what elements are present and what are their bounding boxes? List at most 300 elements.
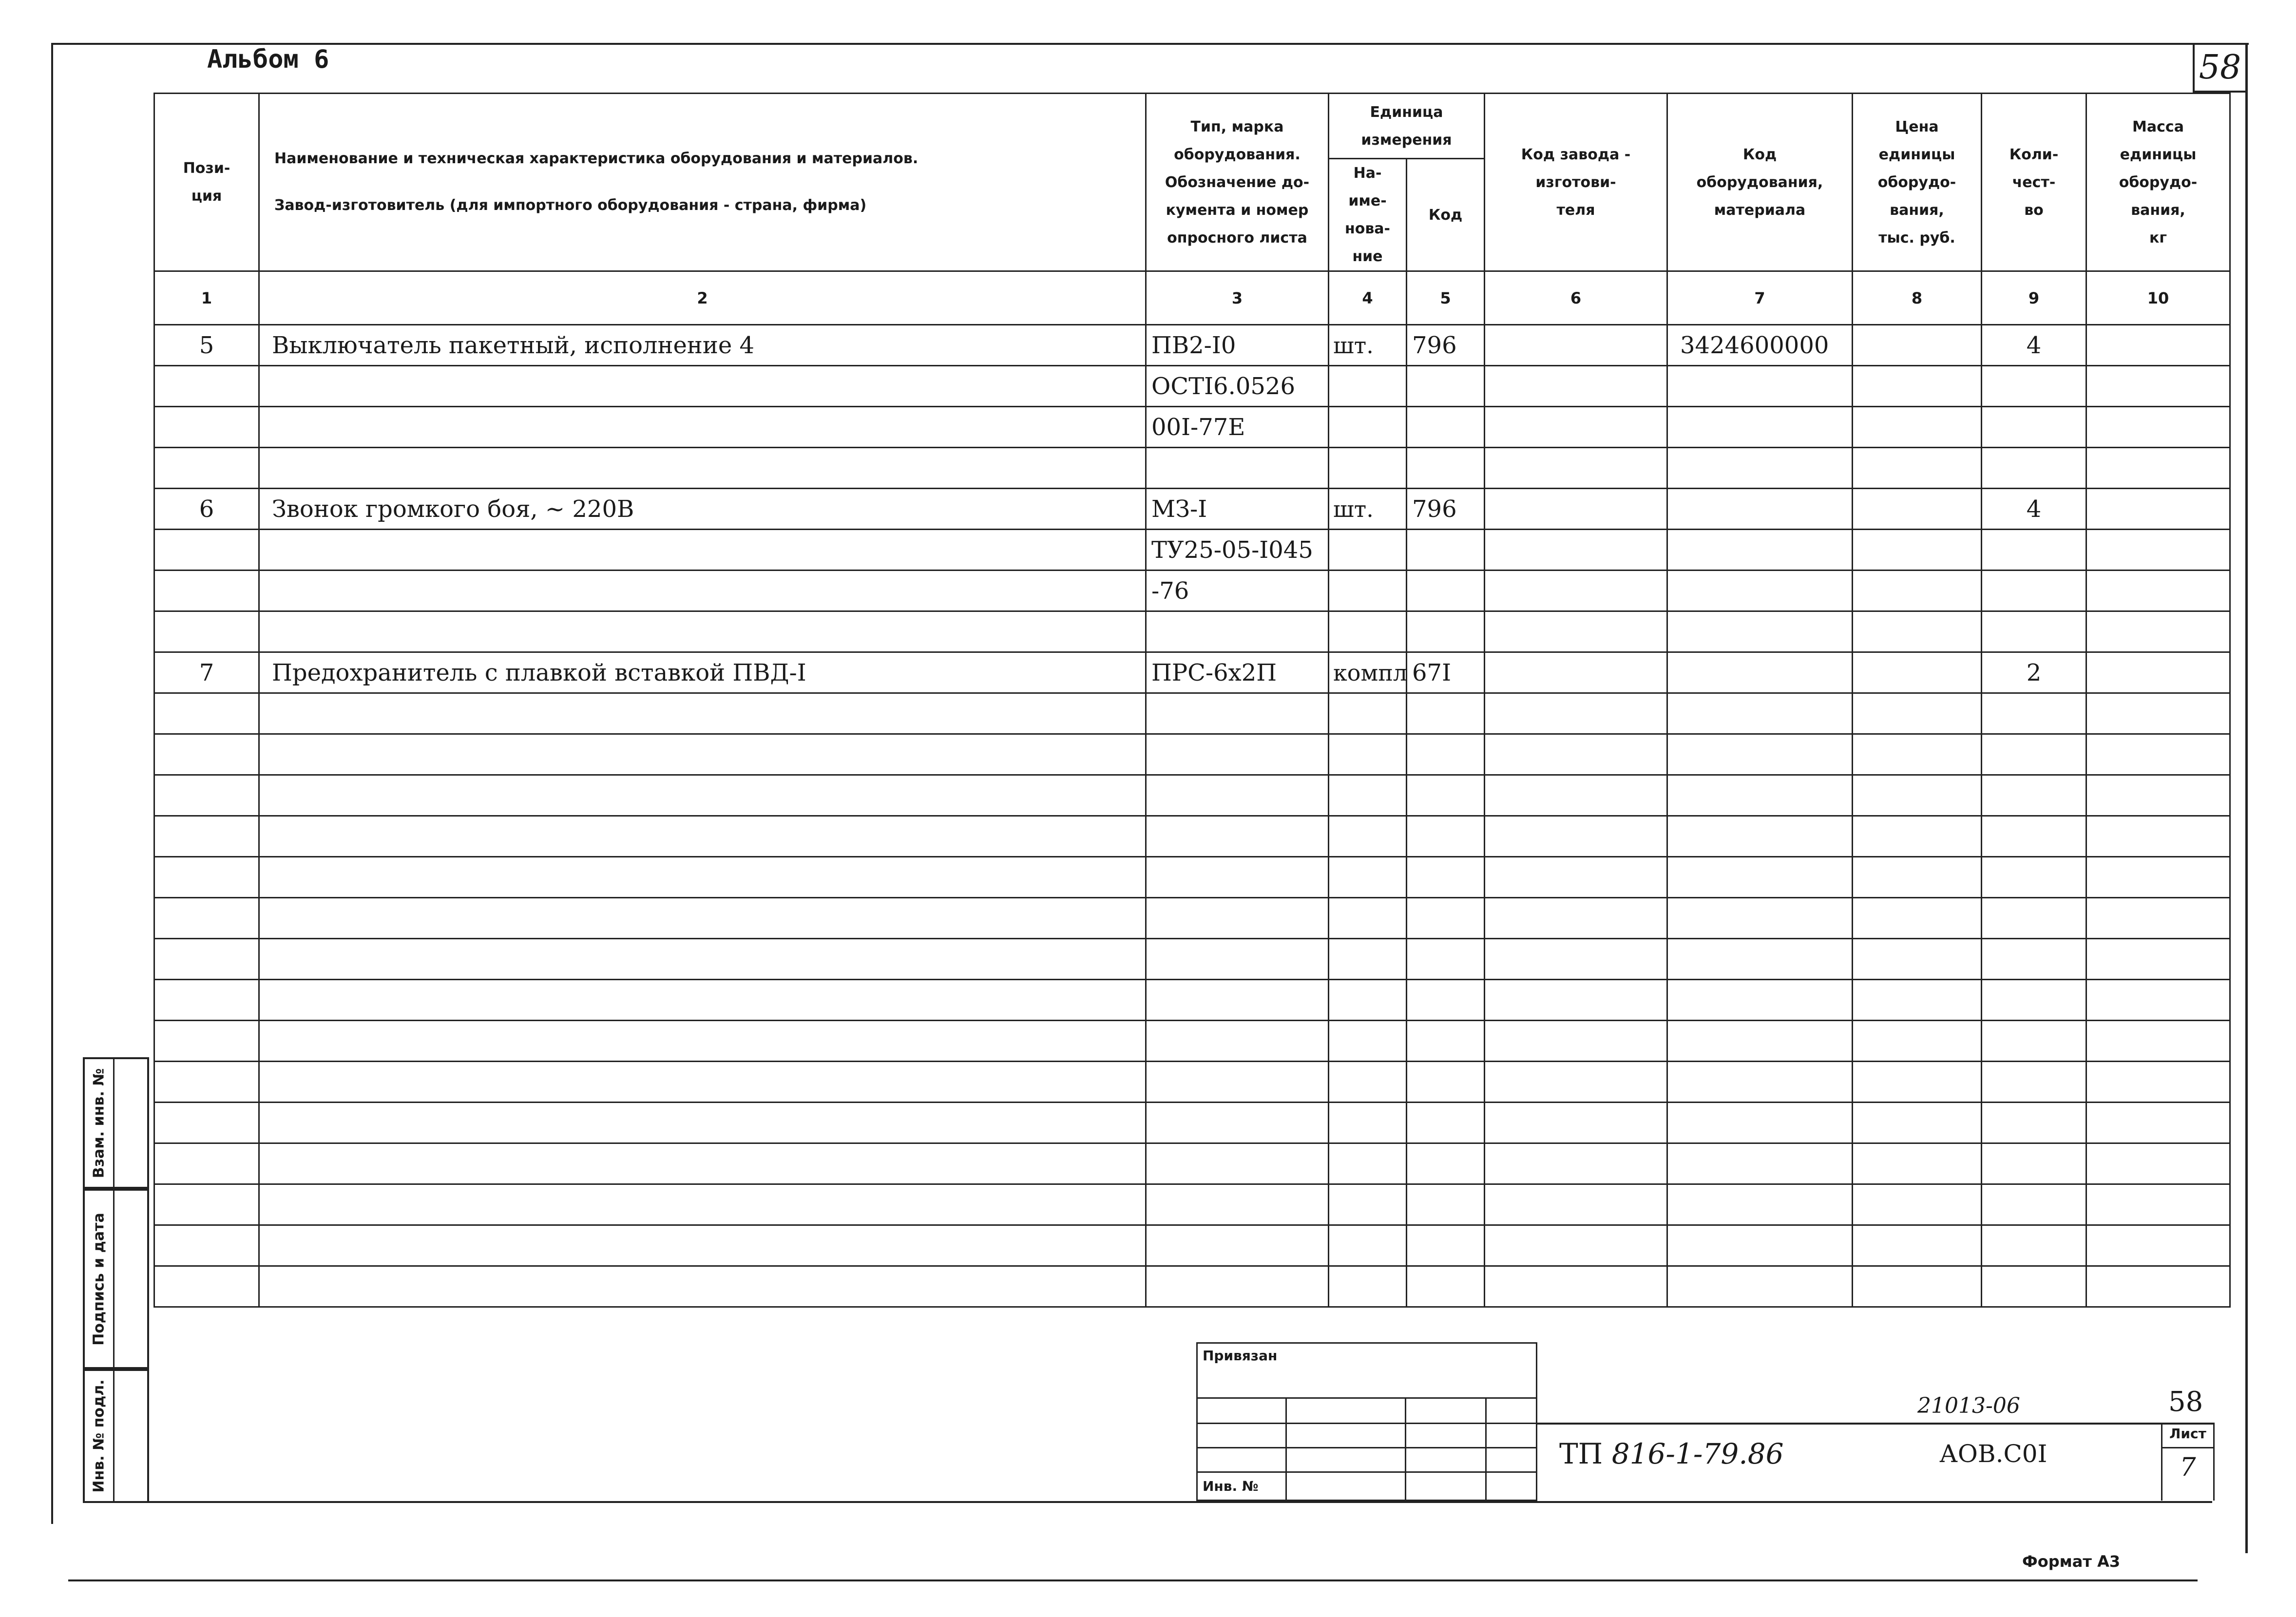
empty-cell — [1667, 939, 1853, 980]
empty-cell — [2086, 1184, 2230, 1225]
empty-cell — [1329, 1021, 1407, 1062]
empty-cell — [1407, 816, 1485, 857]
empty-cell — [1485, 1143, 1667, 1184]
linked-label: Привязан — [1203, 1348, 1278, 1364]
empty-cell — [1329, 1143, 1407, 1184]
empty-cell — [2086, 1103, 2230, 1143]
empty-cell — [2086, 1266, 2230, 1307]
header-equipment-code: Код оборудования, материала — [1667, 94, 1853, 271]
empty-cell — [259, 1184, 1146, 1225]
cell-unit-name: шт. — [1329, 325, 1407, 366]
empty-cell — [1146, 1103, 1329, 1143]
empty-cell — [1407, 693, 1485, 734]
empty-cell — [1407, 1021, 1485, 1062]
empty-cell — [1329, 939, 1407, 980]
empty-cell — [1329, 1103, 1407, 1143]
header-name-line1: Наименование и техническая характеристика оборудования и материалов. — [274, 150, 918, 167]
empty-cell — [154, 693, 259, 734]
empty-cell — [1407, 1225, 1485, 1266]
cell-price — [1853, 325, 1982, 366]
empty-cell — [2086, 857, 2230, 898]
empty-cell — [1982, 1062, 2086, 1103]
cell-mass — [2086, 325, 2230, 366]
header-position: Пози- ция — [154, 94, 259, 271]
empty-cell — [1407, 1143, 1485, 1184]
title-block-divider — [1537, 1423, 2215, 1425]
empty-cell — [1485, 1266, 1667, 1307]
empty-cell — [1146, 980, 1329, 1021]
empty-cell — [259, 1103, 1146, 1143]
empty-cell — [1667, 1143, 1853, 1184]
cell-unit-code: 796 — [1407, 325, 1485, 366]
empty-cell — [1146, 1225, 1329, 1266]
empty-cell — [259, 898, 1146, 939]
cell-equipment-code — [1667, 448, 1853, 489]
empty-cell — [259, 693, 1146, 734]
header-mass: Масса единицы оборудо- вания, кг — [2086, 94, 2230, 271]
empty-cell — [1853, 1184, 1982, 1225]
table-row — [154, 571, 2230, 611]
cell-unit-code — [1407, 530, 1485, 571]
empty-cell — [1407, 898, 1485, 939]
header-name — [259, 94, 1146, 271]
empty-table-row — [154, 980, 2230, 1021]
cell-unit-code — [1407, 448, 1485, 489]
empty-cell — [1146, 816, 1329, 857]
empty-cell — [1329, 1184, 1407, 1225]
empty-cell — [1853, 734, 1982, 775]
empty-cell — [1407, 980, 1485, 1021]
empty-cell — [1329, 734, 1407, 775]
column-number: 3 — [1146, 271, 1329, 325]
empty-cell — [2086, 939, 2230, 980]
stamp-signature-date — [83, 1189, 149, 1369]
document-code: АОВ.С0I — [1939, 1440, 2047, 1468]
empty-cell — [1853, 1225, 1982, 1266]
cell-price — [1853, 407, 1982, 448]
empty-cell — [2086, 898, 2230, 939]
empty-table-row — [154, 1062, 2230, 1103]
cell-price — [1853, 530, 1982, 571]
empty-cell — [1146, 1021, 1329, 1062]
empty-table-row — [154, 1021, 2230, 1062]
empty-table-row — [154, 1184, 2230, 1225]
cell-name: Звонок громкого боя, ~ 220В — [259, 489, 1146, 530]
empty-table-row — [154, 898, 2230, 939]
empty-cell — [154, 980, 259, 1021]
empty-cell — [1485, 816, 1667, 857]
bottom-rule — [68, 1579, 2198, 1581]
cell-equipment-code — [1667, 611, 1853, 652]
empty-cell — [1485, 980, 1667, 1021]
cell-quantity — [1982, 530, 2086, 571]
empty-cell — [1485, 775, 1667, 816]
empty-cell — [1667, 1225, 1853, 1266]
cell-type: ПВ2-I0 — [1146, 325, 1329, 366]
empty-cell — [1329, 1266, 1407, 1307]
empty-cell — [1485, 1225, 1667, 1266]
cell-name: Выключатель пакетный, исполнение 4 — [259, 325, 1146, 366]
cell-unit-code — [1407, 366, 1485, 407]
empty-cell — [1146, 1184, 1329, 1225]
header-unit-code: Код — [1407, 159, 1485, 271]
format-label: Формат А3 — [2022, 1552, 2121, 1571]
empty-cell — [1982, 1184, 2086, 1225]
empty-cell — [2086, 1143, 2230, 1184]
empty-cell — [259, 1266, 1146, 1307]
empty-cell — [1667, 980, 1853, 1021]
cell-position — [154, 366, 259, 407]
empty-cell — [1982, 734, 2086, 775]
cell-position — [154, 571, 259, 611]
sheet-label: Лист — [2169, 1426, 2206, 1442]
empty-cell — [1853, 1266, 1982, 1307]
empty-cell — [1329, 1062, 1407, 1103]
header-unit-group: Единица измерения — [1329, 94, 1485, 159]
empty-cell — [2086, 775, 2230, 816]
column-number: 7 — [1667, 271, 1853, 325]
empty-cell — [1407, 775, 1485, 816]
empty-cell — [2086, 1021, 2230, 1062]
empty-cell — [1853, 1143, 1982, 1184]
header-price: Цена единицы оборудо- вания, тыс. руб. — [1853, 94, 1982, 271]
empty-cell — [1667, 734, 1853, 775]
empty-cell — [1853, 857, 1982, 898]
empty-cell — [1146, 693, 1329, 734]
empty-cell — [2086, 1225, 2230, 1266]
empty-table-row — [154, 1143, 2230, 1184]
cell-unit-name — [1329, 611, 1407, 652]
empty-cell — [154, 1021, 259, 1062]
cell-type: -76 — [1146, 571, 1329, 611]
cell-unit-name: шт. — [1329, 489, 1407, 530]
cell-equipment-code — [1667, 530, 1853, 571]
cell-quantity: 4 — [1982, 489, 2086, 530]
empty-cell — [1485, 857, 1667, 898]
empty-cell — [1407, 857, 1485, 898]
empty-table-row — [154, 939, 2230, 980]
cell-maker-code — [1485, 366, 1667, 407]
empty-cell — [1407, 939, 1485, 980]
header-unit-name: На- име- нова- ние — [1329, 159, 1407, 271]
cell-unit-name: компл — [1329, 652, 1407, 693]
empty-cell — [1329, 1225, 1407, 1266]
header-name-line2: Завод-изготовитель (для импортного оборудования - страна, фирма) — [274, 197, 867, 214]
empty-cell — [1146, 1143, 1329, 1184]
cell-unit-code: 796 — [1407, 489, 1485, 530]
cell-maker-code — [1485, 530, 1667, 571]
column-number: 1 — [154, 271, 259, 325]
empty-cell — [2086, 734, 2230, 775]
empty-cell — [1485, 1062, 1667, 1103]
cell-price — [1853, 571, 1982, 611]
inv-label: Инв. № — [1203, 1478, 1259, 1494]
empty-cell — [1407, 1184, 1485, 1225]
empty-cell — [1667, 1103, 1853, 1143]
empty-cell — [1146, 734, 1329, 775]
cell-equipment-code — [1667, 571, 1853, 611]
empty-cell — [1146, 857, 1329, 898]
cell-type: МЗ-I — [1146, 489, 1329, 530]
empty-cell — [1407, 734, 1485, 775]
empty-cell — [259, 939, 1146, 980]
table-row — [154, 530, 2230, 571]
empty-cell — [1329, 816, 1407, 857]
cell-mass — [2086, 611, 2230, 652]
cell-type: 00I-77Е — [1146, 407, 1329, 448]
cell-unit-code — [1407, 407, 1485, 448]
cell-quantity — [1982, 407, 2086, 448]
empty-cell — [1329, 898, 1407, 939]
empty-cell — [1407, 1062, 1485, 1103]
top-sheet-number: 58 — [2193, 44, 2247, 93]
cell-equipment-code — [1667, 489, 1853, 530]
empty-cell — [154, 734, 259, 775]
cell-maker-code — [1485, 652, 1667, 693]
column-number: 9 — [1982, 271, 2086, 325]
cell-unit-name — [1329, 366, 1407, 407]
column-number: 8 — [1853, 271, 1982, 325]
empty-cell — [1146, 1062, 1329, 1103]
empty-cell — [1146, 775, 1329, 816]
cell-mass — [2086, 530, 2230, 571]
table-row — [154, 407, 2230, 448]
empty-cell — [1853, 775, 1982, 816]
page-frame-right — [2245, 43, 2248, 1553]
cell-quantity — [1982, 571, 2086, 611]
empty-cell — [1853, 816, 1982, 857]
page-number: 58 — [2168, 1386, 2203, 1418]
cell-quantity: 2 — [1982, 652, 2086, 693]
empty-cell — [1485, 734, 1667, 775]
empty-table-row — [154, 1266, 2230, 1307]
cell-type: ОСТI6.0526 — [1146, 366, 1329, 407]
empty-table-row — [154, 857, 2230, 898]
album-label: Альбом 6 — [207, 45, 329, 74]
stamp-original-inv — [83, 1369, 149, 1503]
empty-cell — [1329, 980, 1407, 1021]
empty-cell — [259, 857, 1146, 898]
empty-cell — [1853, 898, 1982, 939]
empty-cell — [1853, 939, 1982, 980]
empty-cell — [154, 857, 259, 898]
table-row — [154, 325, 2230, 366]
empty-cell — [1853, 1062, 1982, 1103]
project-prefix: ТП — [1559, 1437, 1603, 1470]
cell-mass — [2086, 489, 2230, 530]
cell-position — [154, 407, 259, 448]
empty-cell — [1853, 1103, 1982, 1143]
cell-type: ПРС-6х2П — [1146, 652, 1329, 693]
empty-cell — [154, 1062, 259, 1103]
cell-maker-code — [1485, 448, 1667, 489]
empty-cell — [1667, 1184, 1853, 1225]
cell-equipment-code — [1667, 407, 1853, 448]
specification-table — [153, 93, 2231, 1308]
empty-table-row — [154, 775, 2230, 816]
empty-cell — [154, 1184, 259, 1225]
cell-name: Предохранитель с плавкой вставкой ПВД-I — [259, 652, 1146, 693]
empty-cell — [1329, 775, 1407, 816]
cell-position: 5 — [154, 325, 259, 366]
column-number: 6 — [1485, 271, 1667, 325]
cell-unit-name — [1329, 530, 1407, 571]
empty-cell — [1329, 857, 1407, 898]
empty-cell — [1146, 898, 1329, 939]
cell-maker-code — [1485, 489, 1667, 530]
empty-cell — [1667, 816, 1853, 857]
cell-mass — [2086, 571, 2230, 611]
empty-cell — [1146, 1266, 1329, 1307]
empty-cell — [1982, 775, 2086, 816]
empty-cell — [154, 939, 259, 980]
cell-equipment-code — [1667, 366, 1853, 407]
empty-cell — [2086, 693, 2230, 734]
empty-cell — [259, 816, 1146, 857]
empty-cell — [1982, 1103, 2086, 1143]
stamp-replaced-inv — [83, 1057, 149, 1189]
empty-cell — [154, 1103, 259, 1143]
header-quantity: Коли- чест- во — [1982, 94, 2086, 271]
empty-cell — [259, 1021, 1146, 1062]
empty-cell — [1485, 1103, 1667, 1143]
empty-cell — [2086, 1062, 2230, 1103]
empty-cell — [259, 1225, 1146, 1266]
cell-unit-name — [1329, 571, 1407, 611]
empty-cell — [1407, 1266, 1485, 1307]
empty-cell — [1982, 898, 2086, 939]
column-number: 2 — [259, 271, 1146, 325]
empty-cell — [1485, 939, 1667, 980]
project-number: 816-1-79.86 — [1611, 1437, 1784, 1470]
cell-mass — [2086, 366, 2230, 407]
empty-cell — [1982, 816, 2086, 857]
empty-cell — [1982, 1266, 2086, 1307]
empty-cell — [1982, 1021, 2086, 1062]
table-row — [154, 448, 2230, 489]
empty-cell — [1982, 857, 2086, 898]
cell-name — [259, 407, 1146, 448]
table-row — [154, 366, 2230, 407]
cell-maker-code — [1485, 611, 1667, 652]
cell-mass — [2086, 448, 2230, 489]
title-block-linked — [1196, 1342, 1537, 1501]
cell-position: 6 — [154, 489, 259, 530]
empty-cell — [1982, 939, 2086, 980]
empty-cell — [1407, 1103, 1485, 1143]
cell-type: ТУ25-05-I045 — [1146, 530, 1329, 571]
empty-cell — [1667, 693, 1853, 734]
empty-cell — [259, 775, 1146, 816]
cell-unit-name — [1329, 448, 1407, 489]
empty-cell — [259, 1143, 1146, 1184]
cell-price — [1853, 489, 1982, 530]
empty-cell — [154, 898, 259, 939]
empty-table-row — [154, 693, 2230, 734]
empty-cell — [1667, 1062, 1853, 1103]
empty-cell — [1667, 1021, 1853, 1062]
empty-cell — [1667, 857, 1853, 898]
empty-table-row — [154, 816, 2230, 857]
empty-cell — [2086, 816, 2230, 857]
empty-cell — [1146, 939, 1329, 980]
cell-name — [259, 530, 1146, 571]
empty-cell — [1485, 898, 1667, 939]
stamp-replaced-inv-label: Взам. инв. № — [90, 1068, 108, 1178]
cell-type — [1146, 448, 1329, 489]
cell-quantity — [1982, 366, 2086, 407]
cell-position — [154, 448, 259, 489]
table-row — [154, 489, 2230, 530]
cell-maker-code — [1485, 407, 1667, 448]
empty-cell — [154, 775, 259, 816]
empty-cell — [1485, 1021, 1667, 1062]
reference-number: 21013-06 — [1917, 1393, 2020, 1418]
cell-name — [259, 448, 1146, 489]
column-number: 4 — [1329, 271, 1407, 325]
cell-equipment-code — [1667, 652, 1853, 693]
cell-price — [1853, 366, 1982, 407]
empty-cell — [259, 734, 1146, 775]
empty-cell — [1485, 693, 1667, 734]
empty-table-row — [154, 1225, 2230, 1266]
stamp-original-inv-label: Инв. № подл. — [90, 1379, 108, 1493]
cell-mass — [2086, 652, 2230, 693]
project-code — [1559, 1437, 1784, 1470]
cell-price — [1853, 652, 1982, 693]
empty-cell — [1667, 898, 1853, 939]
cell-type — [1146, 611, 1329, 652]
header-type: Тип, марка оборудования. Обозначение до- кумента и номер опросного листа — [1146, 94, 1329, 271]
cell-equipment-code: 3424600000 — [1667, 325, 1853, 366]
empty-cell — [1982, 980, 2086, 1021]
empty-cell — [1485, 1184, 1667, 1225]
empty-cell — [154, 816, 259, 857]
header-maker-code: Код завода - изготови- теля — [1485, 94, 1667, 271]
empty-cell — [154, 1143, 259, 1184]
cell-name — [259, 611, 1146, 652]
empty-cell — [154, 1225, 259, 1266]
cell-price — [1853, 611, 1982, 652]
stamp-signature-date-label: Подпись и дата — [90, 1212, 108, 1346]
empty-cell — [2086, 980, 2230, 1021]
empty-cell — [1853, 1021, 1982, 1062]
cell-unit-code: 67I — [1407, 652, 1485, 693]
empty-cell — [1853, 980, 1982, 1021]
cell-unit-code — [1407, 571, 1485, 611]
empty-cell — [1982, 1225, 2086, 1266]
cell-price — [1853, 448, 1982, 489]
cell-unit-code — [1407, 611, 1485, 652]
empty-cell — [1982, 1143, 2086, 1184]
cell-unit-name — [1329, 407, 1407, 448]
empty-cell — [1667, 775, 1853, 816]
cell-quantity: 4 — [1982, 325, 2086, 366]
cell-position — [154, 611, 259, 652]
empty-table-row — [154, 1103, 2230, 1143]
sheet-value: 7 — [2180, 1453, 2196, 1482]
cell-maker-code — [1485, 325, 1667, 366]
column-number: 10 — [2086, 271, 2230, 325]
empty-cell — [259, 980, 1146, 1021]
cell-name — [259, 366, 1146, 407]
empty-cell — [1853, 693, 1982, 734]
cell-mass — [2086, 407, 2230, 448]
empty-cell — [259, 1062, 1146, 1103]
column-number: 5 — [1407, 271, 1485, 325]
empty-cell — [154, 1266, 259, 1307]
cell-position: 7 — [154, 652, 259, 693]
